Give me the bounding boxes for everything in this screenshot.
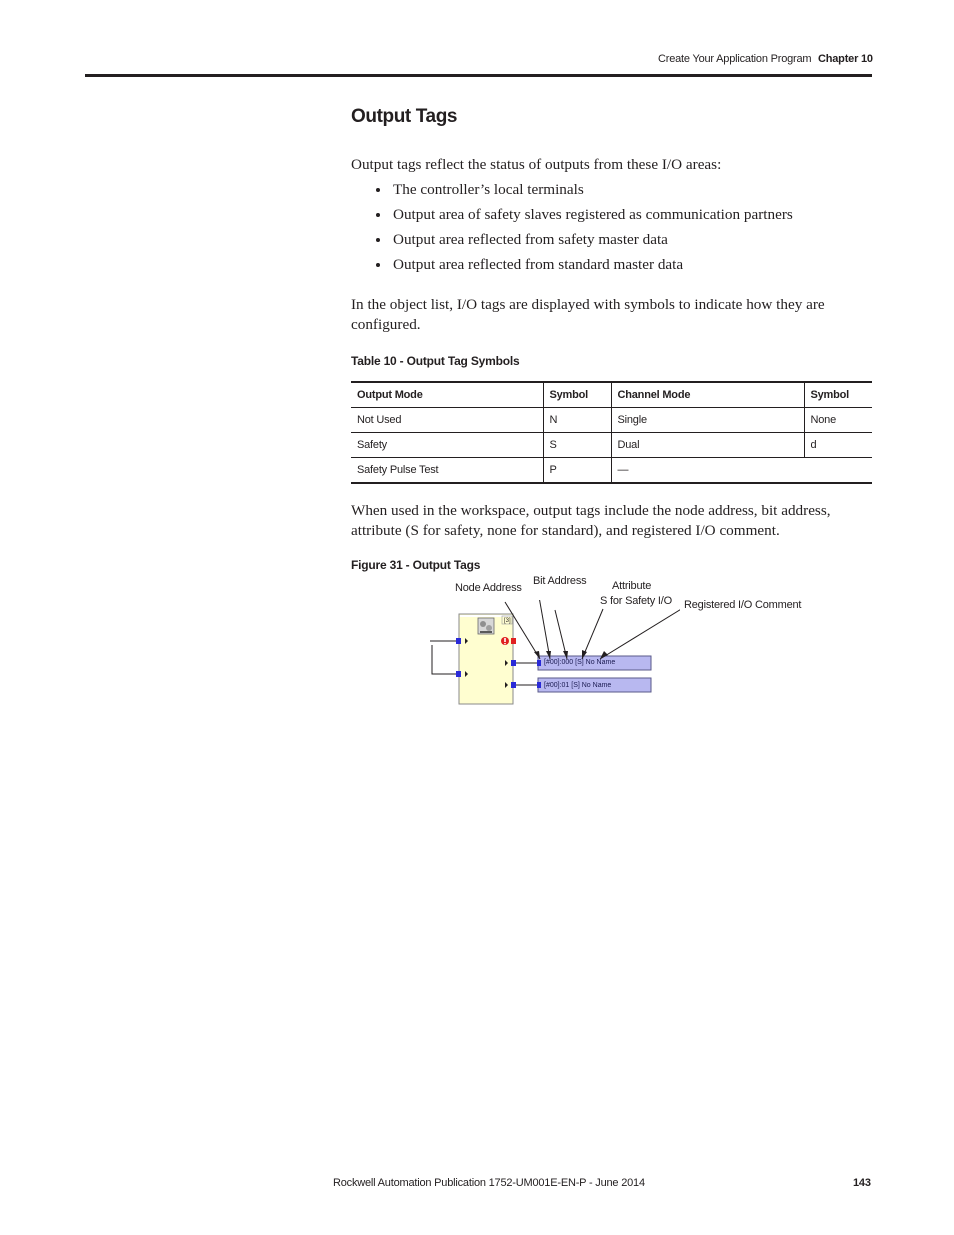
table-cell: Dual bbox=[611, 433, 804, 458]
table-cell: N bbox=[543, 408, 611, 433]
table-row bbox=[351, 458, 872, 484]
callout-bit-address bbox=[538, 600, 550, 659]
header-channel-mode: Channel Mode bbox=[611, 382, 804, 408]
table-cell: — bbox=[611, 458, 872, 484]
output-port bbox=[511, 660, 516, 666]
label-bit-address: Bit Address bbox=[533, 575, 587, 587]
table-cell: Safety Pulse Test bbox=[351, 458, 543, 484]
table-cell: Not Used bbox=[351, 408, 543, 433]
object-list-paragraph: In the object list, I/O tags are displayed with symbols to indicate how they are configured. bbox=[351, 296, 825, 333]
table-cell: d bbox=[804, 433, 872, 458]
tag-port bbox=[537, 682, 541, 688]
label-attribute-sub: S for Safety I/O bbox=[600, 595, 672, 607]
running-header-chapter: Chapter 10 bbox=[818, 53, 873, 65]
label-registered-comment: Registered I/O Comment bbox=[684, 599, 802, 611]
list-item: Output area reflected from safety master data bbox=[373, 230, 793, 255]
intro-paragraph: Output tags reflect the status of outputs from these I/O areas: bbox=[351, 156, 722, 173]
list-item: The controller’s local terminals bbox=[373, 180, 793, 205]
tag-port bbox=[537, 660, 541, 666]
table-cell: None bbox=[804, 408, 872, 433]
output-tag-text: [#00]:000 [S] No Name bbox=[544, 659, 616, 666]
running-header-title: Create Your Application Program bbox=[658, 53, 812, 65]
table-cell: Safety bbox=[351, 433, 543, 458]
input-port bbox=[456, 638, 461, 644]
table-cell: P bbox=[543, 458, 611, 484]
io-area-list bbox=[373, 180, 793, 280]
callout-comment bbox=[600, 608, 680, 659]
header-symbol: Symbol bbox=[543, 382, 611, 408]
table-caption: Table 10 - Output Tag Symbols bbox=[351, 354, 520, 368]
header-rule bbox=[85, 74, 872, 77]
header-output-mode: Output Mode bbox=[351, 382, 543, 408]
figure-caption: Figure 31 - Output Tags bbox=[351, 558, 481, 572]
page-number: 143 bbox=[853, 1177, 871, 1189]
workspace-paragraph: When used in the workspace, output tags include the node address, bit address, attribute (S for safety, none for standard), and registered I/O comment. bbox=[351, 502, 831, 539]
red-port bbox=[511, 638, 516, 644]
list-item: Output area reflected from standard master data bbox=[373, 255, 793, 280]
table-cell: Single bbox=[611, 408, 804, 433]
table-cell: S bbox=[543, 433, 611, 458]
input-port bbox=[456, 671, 461, 677]
label-attribute: Attribute bbox=[612, 580, 652, 592]
output-tag-text: [#00]:01 [S] No Name bbox=[544, 682, 612, 689]
table-row bbox=[351, 408, 872, 433]
input-wire bbox=[432, 645, 460, 674]
output-tag-symbols-table bbox=[351, 381, 872, 484]
label-node-address: Node Address bbox=[455, 582, 522, 594]
footer-publication: Rockwell Automation Publication 1752-UM001E-EN-P - June 2014 bbox=[333, 1177, 645, 1189]
device-icon bbox=[478, 618, 494, 634]
node-badge: [3] bbox=[504, 618, 511, 624]
output-port bbox=[511, 682, 516, 688]
table-header-row bbox=[351, 382, 872, 408]
section-title: Output Tags bbox=[351, 106, 458, 127]
header-symbol: Symbol bbox=[804, 382, 872, 408]
table-row bbox=[351, 433, 872, 458]
list-item: Output area of safety slaves registered as communication partners bbox=[373, 205, 793, 230]
output-tags-figure bbox=[420, 600, 680, 710]
